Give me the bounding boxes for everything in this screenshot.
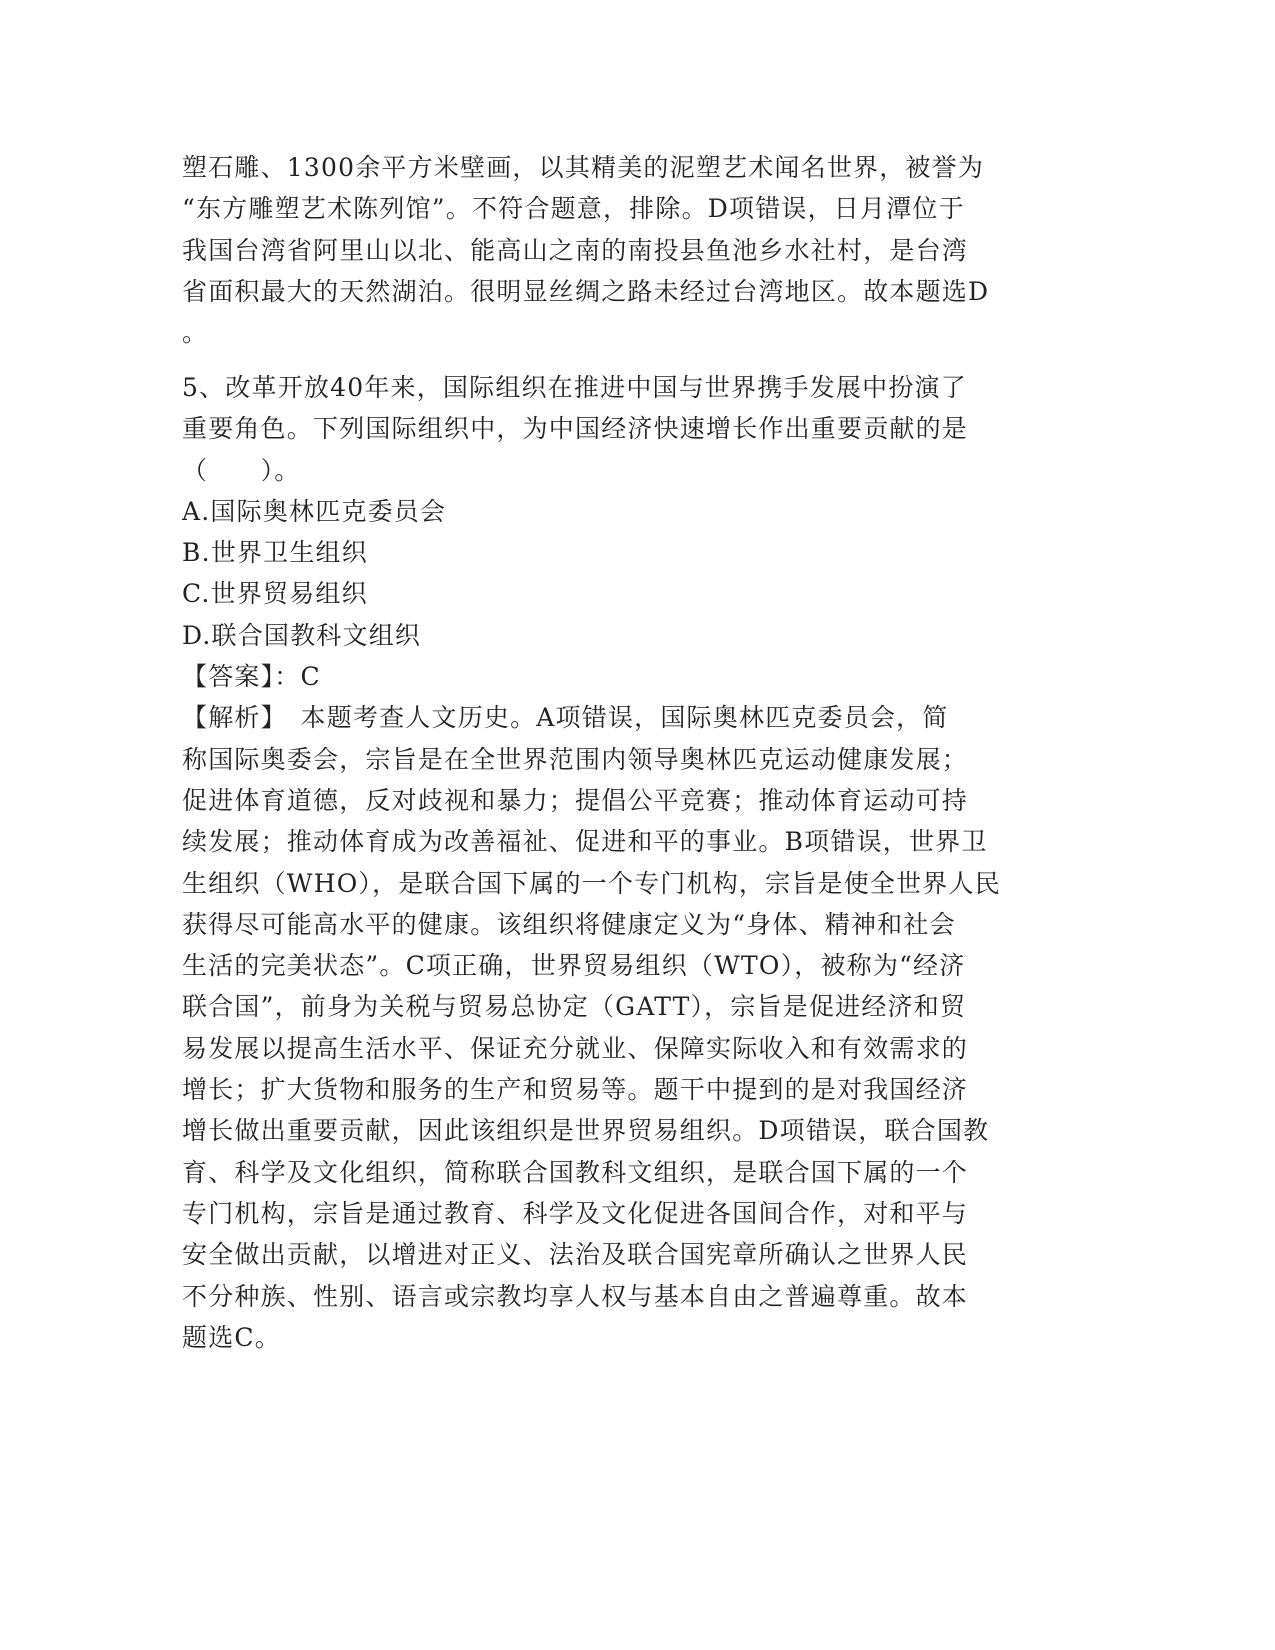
explanation-line: 题选C。 [182, 1322, 281, 1352]
option-d: D.联合国教科文组织 [182, 620, 422, 650]
paragraph-line: 省面积最大的天然湖泊。很明显丝绸之路未经过台湾地区。故本题选D [182, 276, 990, 306]
question-stem-line: 重要角色。下列国际组织中，为中国经济快速增长作出重要贡献的是 [182, 414, 969, 444]
question-stem-line: （ ）。 [182, 455, 301, 485]
paragraph-line: “东方雕塑艺术陈列馆”。不符合题意，排除。D项错误，日月潭位于 [182, 194, 965, 224]
explanation-line: 增长做出重要贡献，因此该组织是世界贸易组织。D项错误，联合国教 [182, 1116, 990, 1146]
explanation-line: 专门机构，宗旨是通过教育、科学及文化促进各国间合作，对和平与 [182, 1198, 969, 1228]
explanation-line: 不分种族、性别、语言或宗教均享人权与基本自由之普遍尊重。故本 [182, 1281, 969, 1311]
explanation-line: 【解析】 本题考查人文历史。A项错误，国际奥林匹克委员会，简 [182, 703, 949, 733]
explanation-line: 称国际奥委会，宗旨是在全世界范围内领导奥林匹克运动健康发展； [182, 744, 969, 774]
explanation-line: 获得尽可能高水平的健康。该组织将健康定义为“身体、精神和社会 [182, 909, 956, 939]
explanation-line: 联合国”，前身为关税与贸易总协定（GATT），宗旨是促进经济和贸 [182, 992, 967, 1022]
explanation-line: 育、科学及文化组织，简称联合国教科文组织，是联合国下属的一个 [182, 1157, 969, 1187]
explanation-line: 生活的完美状态”。C项正确，世界贸易组织（WTO），被称为“经济 [182, 951, 966, 981]
paragraph-line: 我国台湾省阿里山以北、能高山之南的南投县鱼池乡水社村，是台湾 [182, 235, 969, 265]
paragraph-line: 塑石雕、1300余平方米壁画，以其精美的泥塑艺术闻名世界，被誉为 [182, 153, 985, 182]
explanation-line: 安全做出贡献，以增进对正义、法治及联合国宪章所确认之世界人民 [182, 1240, 969, 1270]
answer-line: 【答案】：C [182, 662, 321, 692]
explanation-line: 增长；扩大货物和服务的生产和贸易等。题干中提到的是对我国经济 [182, 1075, 969, 1105]
previous-explanation-continuation [182, 147, 1042, 353]
explanation-line: 续发展；推动体育成为改善福祉、促进和平的事业。B项错误，世界卫 [182, 827, 988, 857]
option-a: A.国际奥林匹克委员会 [182, 496, 447, 526]
paragraph-line: 。 [182, 318, 209, 348]
question-5 [182, 367, 1042, 1358]
option-b: B.世界卫生组织 [182, 538, 368, 568]
explanation-line: 易发展以提高生活水平、保证充分就业、保障实际收入和有效需求的 [182, 1033, 969, 1063]
option-c: C.世界贸易组织 [182, 579, 368, 609]
question-stem-line: 5、改革开放40年来，国际组织在推进中国与世界携手发展中扮演了 [182, 373, 967, 402]
explanation-line: 生组织（WHO），是联合国下属的一个专门机构，宗旨是使全世界人民 [182, 868, 1001, 898]
explanation-line: 促进体育道德，反对歧视和暴力；提倡公平竞赛；推动体育运动可持 [182, 785, 969, 815]
